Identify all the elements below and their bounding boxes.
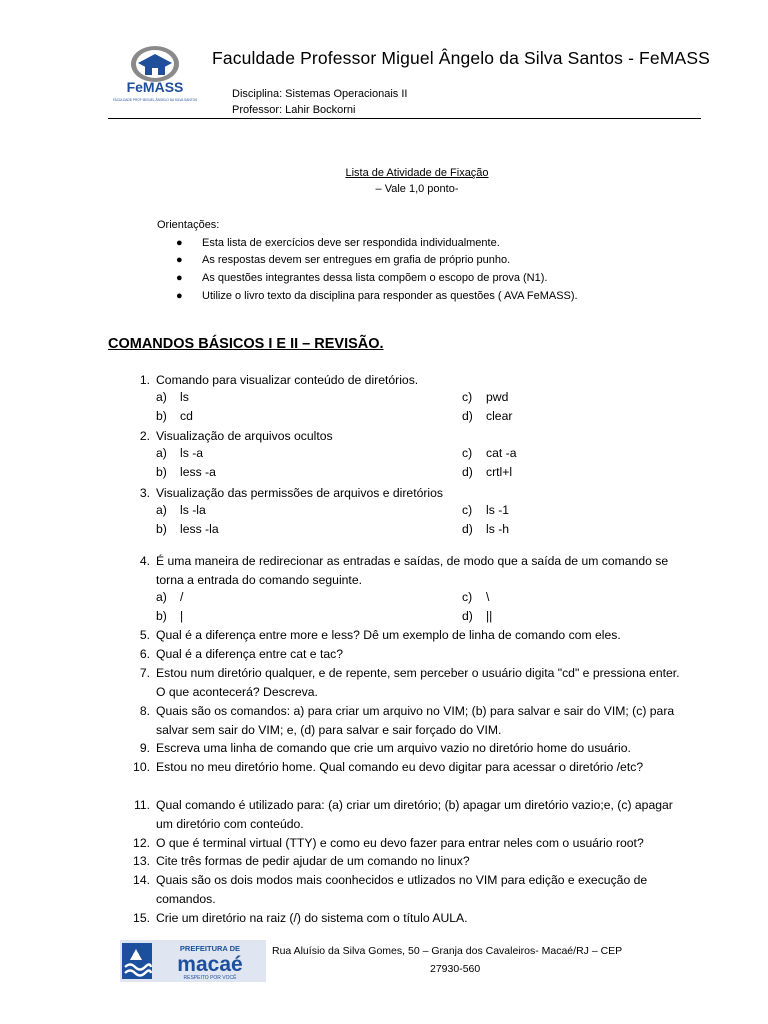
option-item [462,522,509,536]
femass-emblem-icon [108,42,203,104]
orientation-item: As questões integrantes dessa lista compõem o escopo de prova (N1). [202,272,548,284]
question-text: Escreva uma linha de comando que crie um arquivo vazio no diretório home do usuário. [156,741,631,755]
option-item [156,503,206,517]
footer-address-line1: Rua Aluísio da Silva Gomes, 50 – Granja dos Cavaleiros- Macaé/RJ – CEP [272,945,623,957]
question-number: 1. [139,373,150,387]
question-number: 3. [139,486,150,500]
question-text: Quais são os dois modos mais coonhecidos e utlizados no VIM para edição e execução de comandos. [156,873,648,906]
option-text: ls [180,390,189,404]
option-item [156,465,216,479]
option-item [462,503,509,517]
option-letter: a) [156,390,167,404]
question-number: 6. [139,647,150,661]
footer-address-line2: 27930-560 [430,963,481,975]
option-letter: b) [156,609,167,623]
option-letter: a) [156,503,167,517]
option-item [462,609,492,623]
question-text: Cite três formas de pedir ajudar de um comando no linux? [156,854,470,868]
bullet-icon: ● [176,272,183,284]
option-text: / [180,590,184,604]
option-text: cd [180,409,193,423]
option-letter: b) [156,409,167,423]
option-letter: b) [156,522,167,536]
footer-logo-prefix: PREFEITURA DE [179,944,241,953]
question-number: 7. [139,666,150,680]
option-letter: c) [462,390,473,404]
question-text: Quais são os comandos: a) para criar um arquivo no VIM; (b) para salvar e sair do VIM; (c) para salvar sem sair do VIM; e, (d) para salvar e sair forçado do VIM. [156,704,675,737]
option-item [462,590,489,604]
document-subtitle: – Vale 1,0 ponto- [375,183,459,195]
question-text: Comando para visualizar conteúdo de diretórios. [156,373,419,387]
question-text: Estou num diretório qualquer, e de repente, sem perceber o usuário digita "cd" e pressiona enter. O que acontecerá? Descreva. [156,666,680,699]
option-text: ls -la [180,503,206,517]
bullet-icon: ● [176,254,183,266]
question-number: 10. [133,760,150,774]
bullet-icon: ● [176,290,183,302]
option-item [462,409,512,423]
orientation-item: Esta lista de exercícios deve ser respondida individualmente. [202,237,500,249]
option-text: clear [486,409,513,423]
question-number: 8. [139,704,150,718]
professor-line: Professor: Lahir Bockorni [232,104,356,116]
option-text: ls -a [180,446,204,460]
femass-logo [108,42,203,104]
option-letter: d) [462,465,473,479]
option-letter: c) [462,446,473,460]
orientation-item: Utilize o livro texto da disciplina para responder as questões ( AVA FeMASS). [202,290,578,302]
option-item [462,465,512,479]
question-number: 9. [139,741,150,755]
discipline-line: Disciplina: Sistemas Operacionais II [232,88,408,100]
macae-emblem-icon [120,940,266,982]
section-heading: COMANDOS BÁSICOS I E II – REVISÃO. [108,336,384,352]
option-text: pwd [486,390,509,404]
question-text: O que é terminal virtual (TTY) e como eu devo fazer para entrar neles com o usuário root? [156,836,644,850]
question-text: Qual é a diferença entre cat e tac? [156,647,343,661]
option-text: crtl+l [486,465,513,479]
orientation-item: As respostas devem ser entregues em grafia de próprio punho. [202,254,511,266]
institution-name: Faculdade Professor Miguel Ângelo da Silva Santos - FeMASS [212,48,710,68]
option-text: ls -1 [486,503,510,517]
option-item [156,409,193,423]
question-number: 2. [139,429,150,443]
question-number: 5. [139,628,150,642]
question-text: Visualização de arquivos ocultos [156,429,333,443]
question-text: Qual comando é utilizado para: (a) criar um diretório; (b) apagar um diretório vazio;e, (c) apagar um diretório com conteúdo. [156,798,673,831]
option-item [156,609,183,623]
question-number: 4. [139,554,150,568]
option-item [156,590,183,604]
option-text: \ [486,590,490,604]
orientations-label: Orientações: [157,219,220,231]
logo-wordmark: FeMASS [126,79,184,95]
option-letter: d) [462,409,473,423]
option-item [156,446,203,460]
footer-logo-tagline: RESPEITO POR VOCÊ [183,975,237,981]
option-text: less -a [180,465,216,479]
question-text: Visualização das permissões de arquivos e diretórios [156,486,444,500]
question-number: 14. [133,873,150,887]
question-number: 13. [133,854,150,868]
question-number: 11. [133,798,150,812]
footer-logo-wordmark: macaé [177,953,243,976]
option-item [156,522,219,536]
question-text: Qual é a diferença entre more e less? Dê um exemplo de linha de comando com eles. [156,628,621,642]
header-divider [108,118,701,119]
question-text: É uma maneira de redirecionar as entradas e saídas, de modo que a saída de um comando se torna a entrada do comando seguinte. [156,554,669,587]
option-item [462,390,508,404]
document-title: Lista de Atividade de Fixação [345,167,489,179]
option-letter: c) [462,503,473,517]
question-text: Estou no meu diretório home. Qual comando eu devo digitar para acessar o diretório /etc? [156,760,644,774]
bullet-icon: ● [176,237,183,249]
option-text: less -la [180,522,219,536]
question-text: Crie um diretório na raiz (/) do sistema com o título AULA. [156,911,468,925]
question-number: 15. [133,911,150,925]
option-item [156,390,189,404]
option-letter: c) [462,590,473,604]
question-number: 12. [133,836,150,850]
option-letter: d) [462,522,473,536]
option-letter: a) [156,446,167,460]
option-text: cat -a [486,446,517,460]
option-letter: d) [462,609,473,623]
option-letter: a) [156,590,167,604]
option-item [462,446,516,460]
macae-logo [120,940,266,982]
option-text: | [180,609,184,623]
option-text: ls -h [486,522,510,536]
option-letter: b) [156,465,167,479]
logo-tagline: FACULDADE PROF MIGUEL ÂNGELO DA SILVA SANTOS [112,98,198,102]
option-text: || [486,609,493,623]
